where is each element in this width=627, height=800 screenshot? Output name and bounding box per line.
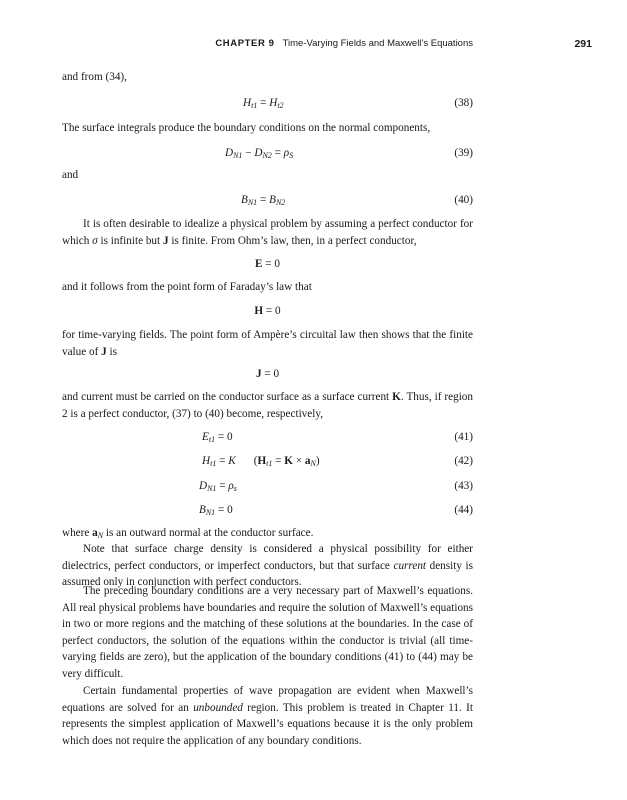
page-number: 291 — [574, 38, 592, 50]
equation-39-body: $D_{N1} - D_{N2} = \rho_S$ — [225, 147, 294, 160]
equation-h-zero-body: H = 0 — [254, 305, 281, 317]
paragraph-where: where $a_N$ is an outward normal at the conductor surface. — [62, 527, 314, 540]
equation-41 — [62, 429, 473, 445]
equation-number: (44) — [454, 504, 473, 516]
equation-j-zero — [62, 366, 473, 382]
chapter-label: CHAPTER 9 — [215, 38, 275, 49]
equation-e-zero-body: E = 0 — [255, 258, 280, 270]
equation-number: (40) — [454, 194, 473, 206]
equation-40 — [62, 192, 473, 208]
equation-44 — [62, 502, 473, 518]
paragraph-current: and current must be carried on the conductor surface as a surface current K. Thus, if region 2 is a perfect conductor, (37) to (40) become, respectively, — [62, 391, 473, 420]
equation-38-body: $H_{t1} = H_{t2}$ — [243, 97, 284, 110]
equation-43 — [62, 478, 473, 494]
equation-39 — [62, 145, 473, 161]
equation-44-body: $B_{N1} = 0$ — [199, 504, 233, 517]
equation-j-zero-body: J = 0 — [255, 368, 280, 380]
equation-number: (42) — [454, 455, 473, 467]
equation-43-body: $D_{N1} = \rho_s$ — [199, 480, 237, 493]
equation-number: (39) — [454, 147, 473, 159]
paragraph-and: and — [62, 169, 79, 181]
paragraph-surface-integrals: The surface integrals produce the boundary conditions on the normal components, — [62, 122, 431, 134]
equation-number: (41) — [454, 431, 473, 443]
equation-38 — [62, 95, 473, 111]
chapter-title: Time-Varying Fields and Maxwell’s Equations — [282, 38, 473, 49]
paragraph-ampere: for time-varying fields. The point form of Ampère’s circuital law then shows that the finite value of J is — [62, 329, 473, 358]
equation-e-zero — [62, 256, 473, 272]
paragraph-certain: Certain fundamental properties of wave propagation are evident when Maxwell’s equations are solved for an unbounded region. This problem is treated in Chapter 11. It represents the simplest application of Maxwell’s equations because it is the only problem which does not require the application of any boundary conditions. — [62, 685, 473, 747]
paragraph-faraday: and it follows from the point form of Faraday’s law that — [62, 281, 312, 293]
chapter-heading — [215, 38, 473, 49]
equation-42-body: $H_{t1} = K$ $(H_{t1} = K \times a_N)$ — [202, 455, 320, 468]
equation-number: (43) — [454, 480, 473, 492]
paragraph-note: Note that surface charge density is considered a physical possibility for either dielectrics, perfect conductors, or imperfect conductors, but that surface current density is assumed only in conjunction with perfect conductors. — [62, 543, 474, 589]
equation-42 — [62, 453, 473, 469]
equation-40-body: $B_{N1} = B_{N2}$ — [241, 194, 286, 207]
paragraph-from-34: and from (34), — [62, 71, 127, 83]
equation-number: (38) — [454, 97, 473, 109]
equation-h-zero — [62, 303, 473, 319]
equation-41-body: $E_{t1} = 0$ — [202, 431, 233, 444]
paragraph-preceding: The preceding boundary conditions are a very necessary part of Maxwell’s equations. All real physical problems have boundaries and require the solution of Maxwell’s equations in two or more regions and the matching of these solutions at the boundaries. In the case of perfect conductors, the solution of the equations within the conductor is trivial (all time-varying fields are zero), but the application of the boundary conditions (41) to (44) may be very difficult. — [62, 585, 473, 680]
running-header — [0, 38, 627, 52]
paragraph-idealize: It is often desirable to idealize a physical problem by assuming a perfect conductor for which σ is infinite but J is finite. From Ohm’s law, then, in a perfect conductor, — [62, 218, 473, 247]
